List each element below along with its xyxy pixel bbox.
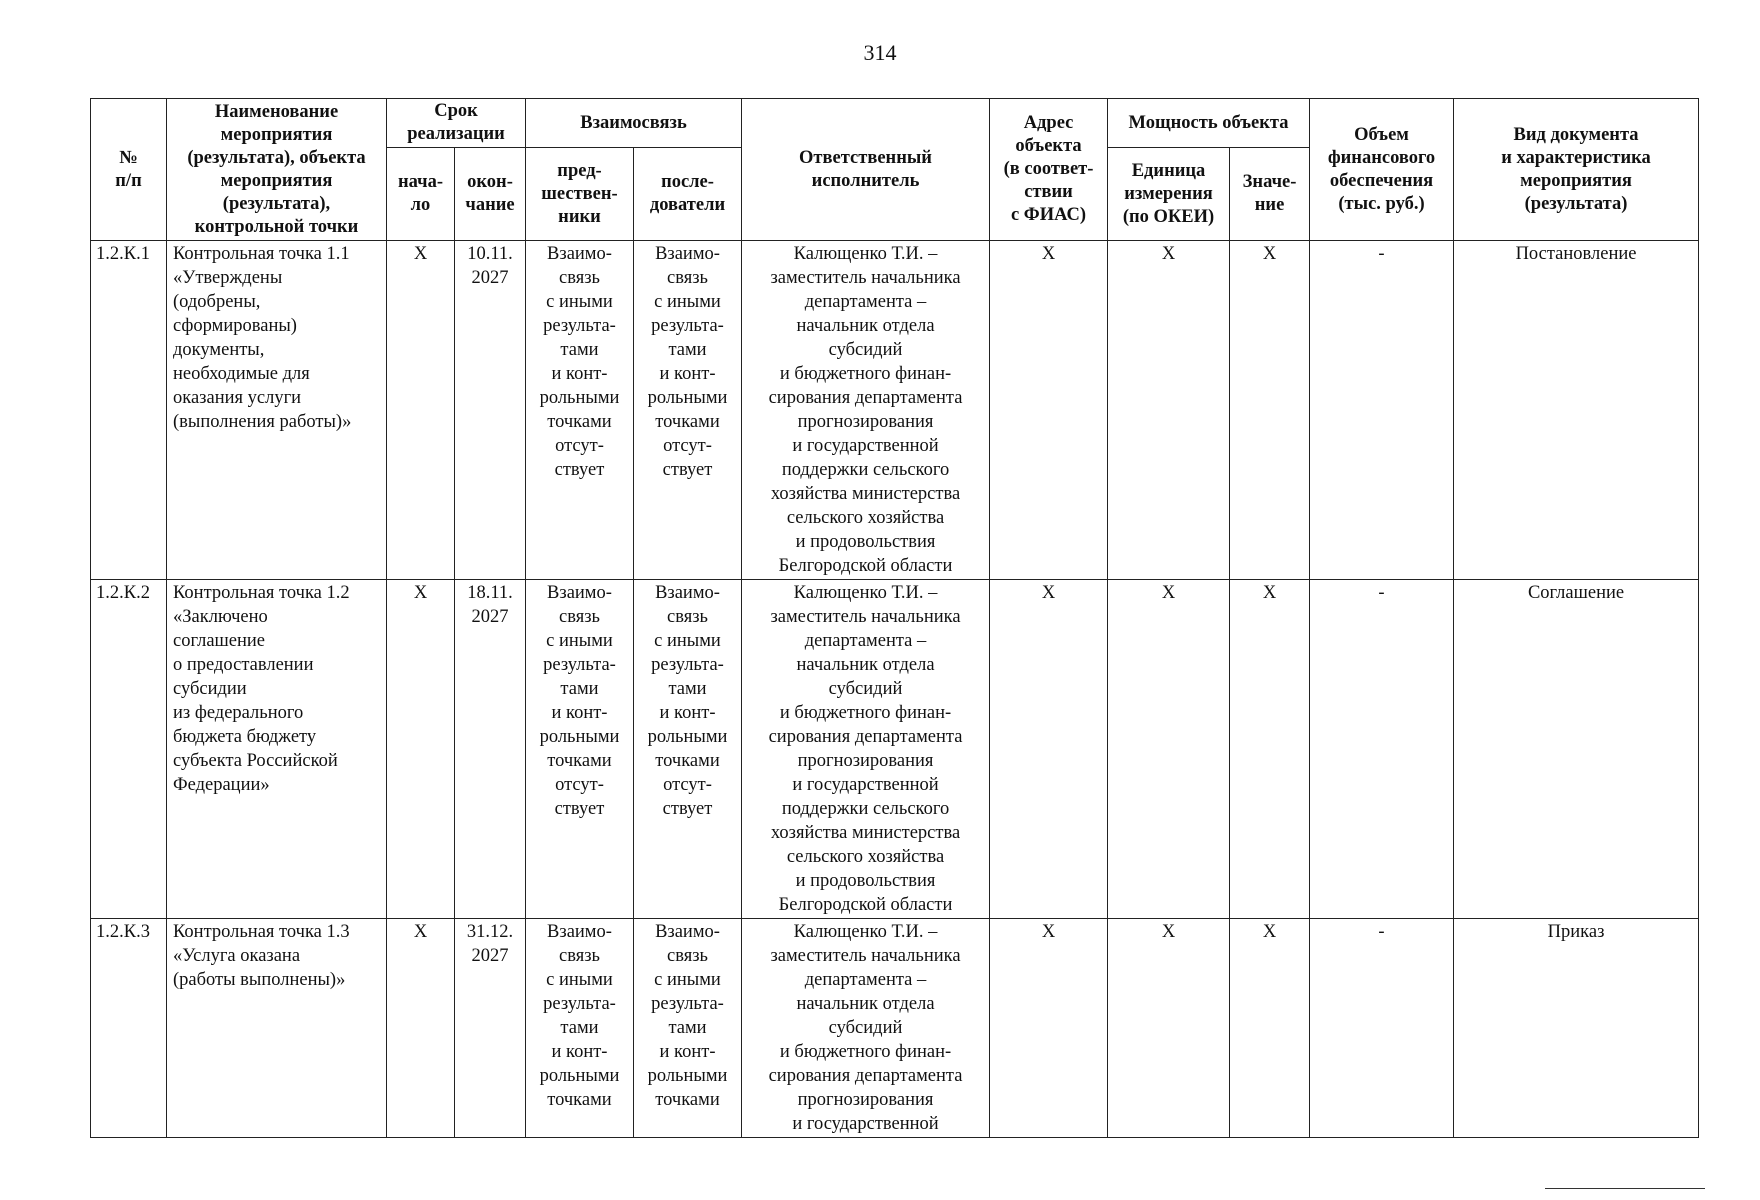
cell-responsible: Калющенко Т.И. – заместитель начальника департамента – начальник отдела субсидий и бюджетного финан- сирования департамента прогнозирования и государственной <box>742 919 990 1138</box>
cell-start: Х <box>387 580 455 919</box>
header-link-pred: пред- шествен- ники <box>526 148 634 241</box>
table-row <box>91 241 1699 580</box>
cell-unit: Х <box>1108 919 1230 1138</box>
header-row-top <box>91 99 1699 148</box>
header-link: Взаимосвязь <box>526 99 742 148</box>
header-responsible: Ответственный исполнитель <box>742 99 990 241</box>
cell-end: 18.11. 2027 <box>455 580 526 919</box>
cell-name: Контрольная точка 1.1 «Утверждены (одобрены, сформированы) документы, необходимые для оказания услуги (выполнения работы)» <box>167 241 387 580</box>
cell-value: Х <box>1230 919 1310 1138</box>
header-term-start: нача- ло <box>387 148 455 241</box>
cell-end: 31.12. 2027 <box>455 919 526 1138</box>
cell-address: Х <box>990 580 1108 919</box>
page-number: 314 <box>863 40 897 65</box>
cell-value: Х <box>1230 241 1310 580</box>
cell-responsible: Калющенко Т.И. – заместитель начальника департамента – начальник отдела субсидий и бюджетного финан- сирования департамента прогнозирования и государственной поддержки сельского хозяйства министерства сельского хозяйства и продовольствия Белгородской области <box>742 241 990 580</box>
cell-finance: - <box>1310 241 1454 580</box>
cell-num: 1.2.К.1 <box>91 241 167 580</box>
cell-doc: Соглашение <box>1454 580 1699 919</box>
cell-doc: Приказ <box>1454 919 1699 1138</box>
cell-address: Х <box>990 241 1108 580</box>
header-address: Адрес объекта (в соответ- ствии с ФИАС) <box>990 99 1108 241</box>
header-capacity: Мощность объекта <box>1108 99 1310 148</box>
cell-pred: Взаимо- связь с иными результа- тами и конт- рольными точками отсут- ствует <box>526 580 634 919</box>
cell-responsible: Калющенко Т.И. – заместитель начальника департамента – начальник отдела субсидий и бюджетного финан- сирования департамента прогнозирования и государственной поддержки сельского хозяйства министерства сельского хозяйства и продовольствия Белгородской области <box>742 580 990 919</box>
table-row <box>91 919 1699 1138</box>
header-capacity-value: Значе- ние <box>1230 148 1310 241</box>
cell-unit: Х <box>1108 241 1230 580</box>
header-name: Наименование мероприятия (результата), объекта мероприятия (результата), контрольной точки <box>167 99 387 241</box>
table-row <box>91 580 1699 919</box>
cell-next: Взаимо- связь с иными результа- тами и конт- рольными точками отсут- ствует <box>634 580 742 919</box>
footer-rule <box>1545 1188 1705 1189</box>
header-term-end: окон- чание <box>455 148 526 241</box>
header-link-next: после- дователи <box>634 148 742 241</box>
activity-table <box>90 98 1699 1138</box>
cell-finance: - <box>1310 580 1454 919</box>
cell-doc: Постановление <box>1454 241 1699 580</box>
cell-end: 10.11. 2027 <box>455 241 526 580</box>
cell-finance: - <box>1310 919 1454 1138</box>
header-num: № п/п <box>91 99 167 241</box>
cell-value: Х <box>1230 580 1310 919</box>
cell-start: Х <box>387 919 455 1138</box>
cell-name: Контрольная точка 1.3 «Услуга оказана (работы выполнены)» <box>167 919 387 1138</box>
cell-pred: Взаимо- связь с иными результа- тами и конт- рольными точками отсут- ствует <box>526 241 634 580</box>
cell-name: Контрольная точка 1.2 «Заключено соглашение о предоставлении субсидии из федерального бюджета бюджету субъекта Российской Федерации» <box>167 580 387 919</box>
header-capacity-unit: Единица измерения (по ОКЕИ) <box>1108 148 1230 241</box>
cell-next: Взаимо- связь с иными результа- тами и конт- рольными точками отсут- ствует <box>634 241 742 580</box>
cell-unit: Х <box>1108 580 1230 919</box>
cell-num: 1.2.К.3 <box>91 919 167 1138</box>
header-term: Срок реализации <box>387 99 526 148</box>
cell-num: 1.2.К.2 <box>91 580 167 919</box>
cell-start: Х <box>387 241 455 580</box>
header-doc: Вид документа и характеристика мероприятия (результата) <box>1454 99 1699 241</box>
cell-pred: Взаимо- связь с иными результа- тами и конт- рольными точками <box>526 919 634 1138</box>
header-finance: Объем финансового обеспечения (тыс. руб.) <box>1310 99 1454 241</box>
cell-address: Х <box>990 919 1108 1138</box>
cell-next: Взаимо- связь с иными результа- тами и конт- рольными точками <box>634 919 742 1138</box>
